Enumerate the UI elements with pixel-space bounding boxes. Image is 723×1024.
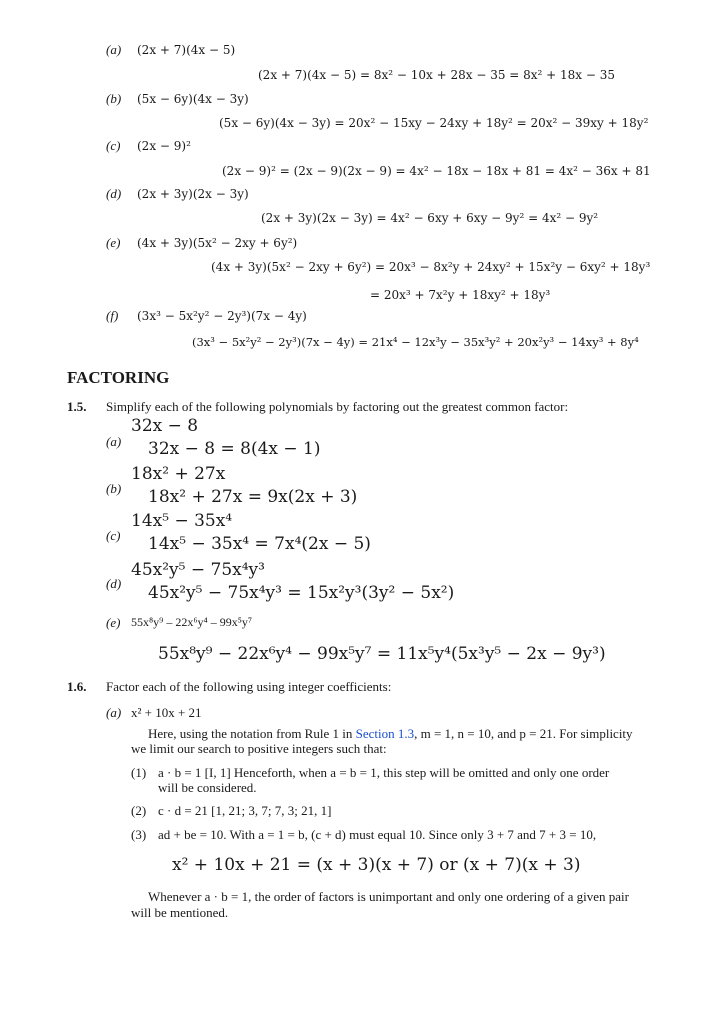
step-3-line1: ad + be = 10. With a = 1 = b, (c + d) must equal 10. Since only 3 + 7 and 7 + 3 = 10, bbox=[158, 827, 597, 842]
gcf-c-solution: 14x⁵ − 35x⁴ = 7x⁴(2x − 5) bbox=[148, 534, 371, 554]
step-1-line1: a · b = 1 [I, 1] Henceforth, when a = b = 1, this step will be omitted and only one order bbox=[158, 765, 610, 780]
expansion-e-solution-continued: = 20x³ + 7x²y + 18xy² + 18y³ bbox=[370, 288, 551, 302]
expansion-a-problem: (2x + 7)(4x − 5) bbox=[137, 43, 236, 57]
paragraph-text-before-link: Here, using the notation from Rule 1 in bbox=[148, 726, 356, 741]
expansion-a-solution: (2x + 7)(4x − 5) = 8x² − 10x + 28x − 35 = 8x² + 18x − 35 bbox=[258, 68, 616, 82]
expansion-f-problem: (3x³ − 5x²y² − 2y³)(7x − 4y) bbox=[137, 309, 307, 323]
expansion-d-problem: (2x + 3y)(2x − 3y) bbox=[137, 187, 249, 201]
expansion-f-solution: (3x³ − 5x²y² − 2y³)(7x − 4y) = 21x⁴ − 12x³y − 35x³y² + 20x²y³ − 14xy³ + 8y⁴ bbox=[192, 335, 639, 349]
gcf-e-label: (e) bbox=[106, 615, 121, 630]
problem-1-6-prompt: Factor each of the following using integer coefficients: bbox=[106, 679, 392, 694]
problem-1-6-number: 1.6. bbox=[67, 679, 87, 694]
gcf-a-label: (a) bbox=[106, 434, 122, 449]
expansion-e-label: (e) bbox=[106, 235, 121, 250]
step-2-line1: c · d = 21 [1, 21; 3, 7; 7, 3; 21, 1] bbox=[158, 803, 332, 818]
step-3-number: (3) bbox=[131, 827, 147, 842]
expansion-b-problem: (5x − 6y)(4x − 3y) bbox=[137, 92, 249, 106]
gcf-b-label: (b) bbox=[106, 481, 122, 496]
expansion-c-solution: (2x − 9)² = (2x − 9)(2x − 9) = 4x² − 18x − 18x + 81 = 4x² − 36x + 81 bbox=[222, 164, 651, 178]
factor-a-paragraph-line1 bbox=[148, 726, 633, 742]
paragraph-text-after-link: , m = 1, n = 10, and p = 21. For simplicity bbox=[414, 726, 633, 741]
display-equation: x² + 10x + 21 = (x + 3)(x + 7) or (x + 7)(x + 3) bbox=[172, 855, 581, 875]
problem-1-5-number: 1.5. bbox=[67, 399, 87, 414]
closing-line1: Whenever a · b = 1, the order of factors is unimportant and only one ordering of a given pair bbox=[148, 889, 629, 904]
expansion-e-problem: (4x + 3y)(5x² − 2xy + 6y²) bbox=[137, 236, 298, 250]
gcf-d-label: (d) bbox=[106, 576, 122, 591]
expansion-d-solution: (2x + 3y)(2x − 3y) = 4x² − 6xy + 6xy − 9y² = 4x² − 9y² bbox=[261, 211, 599, 225]
gcf-d-solution: 45x²y⁵ − 75x⁴y³ = 15x²y³(3y² − 5x²) bbox=[148, 583, 455, 603]
gcf-b-problem: 18x² + 27x bbox=[131, 464, 226, 484]
factor-a-problem: x² + 10x + 21 bbox=[131, 705, 202, 720]
expansion-a-label: (a) bbox=[106, 42, 122, 57]
gcf-e-problem: 55x⁸y⁹ – 22x⁶y⁴ – 99x⁵y⁷ bbox=[131, 615, 253, 629]
section-1-3-link[interactable]: Section 1.3 bbox=[355, 726, 415, 741]
gcf-a-solution: 32x − 8 = 8(4x − 1) bbox=[148, 439, 321, 459]
expansion-d-label: (d) bbox=[106, 186, 122, 201]
gcf-d-problem: 45x²y⁵ − 75x⁴y³ bbox=[131, 560, 265, 580]
step-2-number: (2) bbox=[131, 803, 147, 818]
factor-a-paragraph-line2: we limit our search to positive integers such that: bbox=[131, 741, 387, 756]
expansion-f-label: (f) bbox=[106, 308, 119, 323]
factor-a-label: (a) bbox=[106, 705, 122, 720]
expansion-b-solution: (5x − 6y)(4x − 3y) = 20x² − 15xy − 24xy + 18y² = 20x² − 39xy + 18y² bbox=[219, 116, 649, 130]
gcf-c-label: (c) bbox=[106, 528, 121, 543]
expansion-b-label: (b) bbox=[106, 91, 122, 106]
problem-1-5-prompt: Simplify each of the following polynomials by factoring out the greatest common factor: bbox=[106, 399, 569, 414]
expansion-c-label: (c) bbox=[106, 138, 121, 153]
gcf-c-problem: 14x⁵ − 35x⁴ bbox=[131, 511, 233, 531]
gcf-e-solution: 55x⁸y⁹ − 22x⁶y⁴ − 99x⁵y⁷ = 11x⁵y⁴(5x³y⁵ − 2x − 9y³) bbox=[158, 644, 606, 664]
section-heading: FACTORING bbox=[67, 368, 170, 387]
gcf-a-problem: 32x − 8 bbox=[131, 416, 199, 436]
step-1-number: (1) bbox=[131, 765, 147, 780]
gcf-b-solution: 18x² + 27x = 9x(2x + 3) bbox=[148, 487, 358, 507]
closing-line2: will be mentioned. bbox=[131, 905, 229, 920]
expansion-e-solution: (4x + 3y)(5x² − 2xy + 6y²) = 20x³ − 8x²y + 24xy² + 15x²y − 6xy² + 18y³ bbox=[211, 260, 651, 274]
expansion-c-problem: (2x − 9)² bbox=[137, 139, 191, 153]
step-1-line2: will be considered. bbox=[158, 780, 257, 795]
